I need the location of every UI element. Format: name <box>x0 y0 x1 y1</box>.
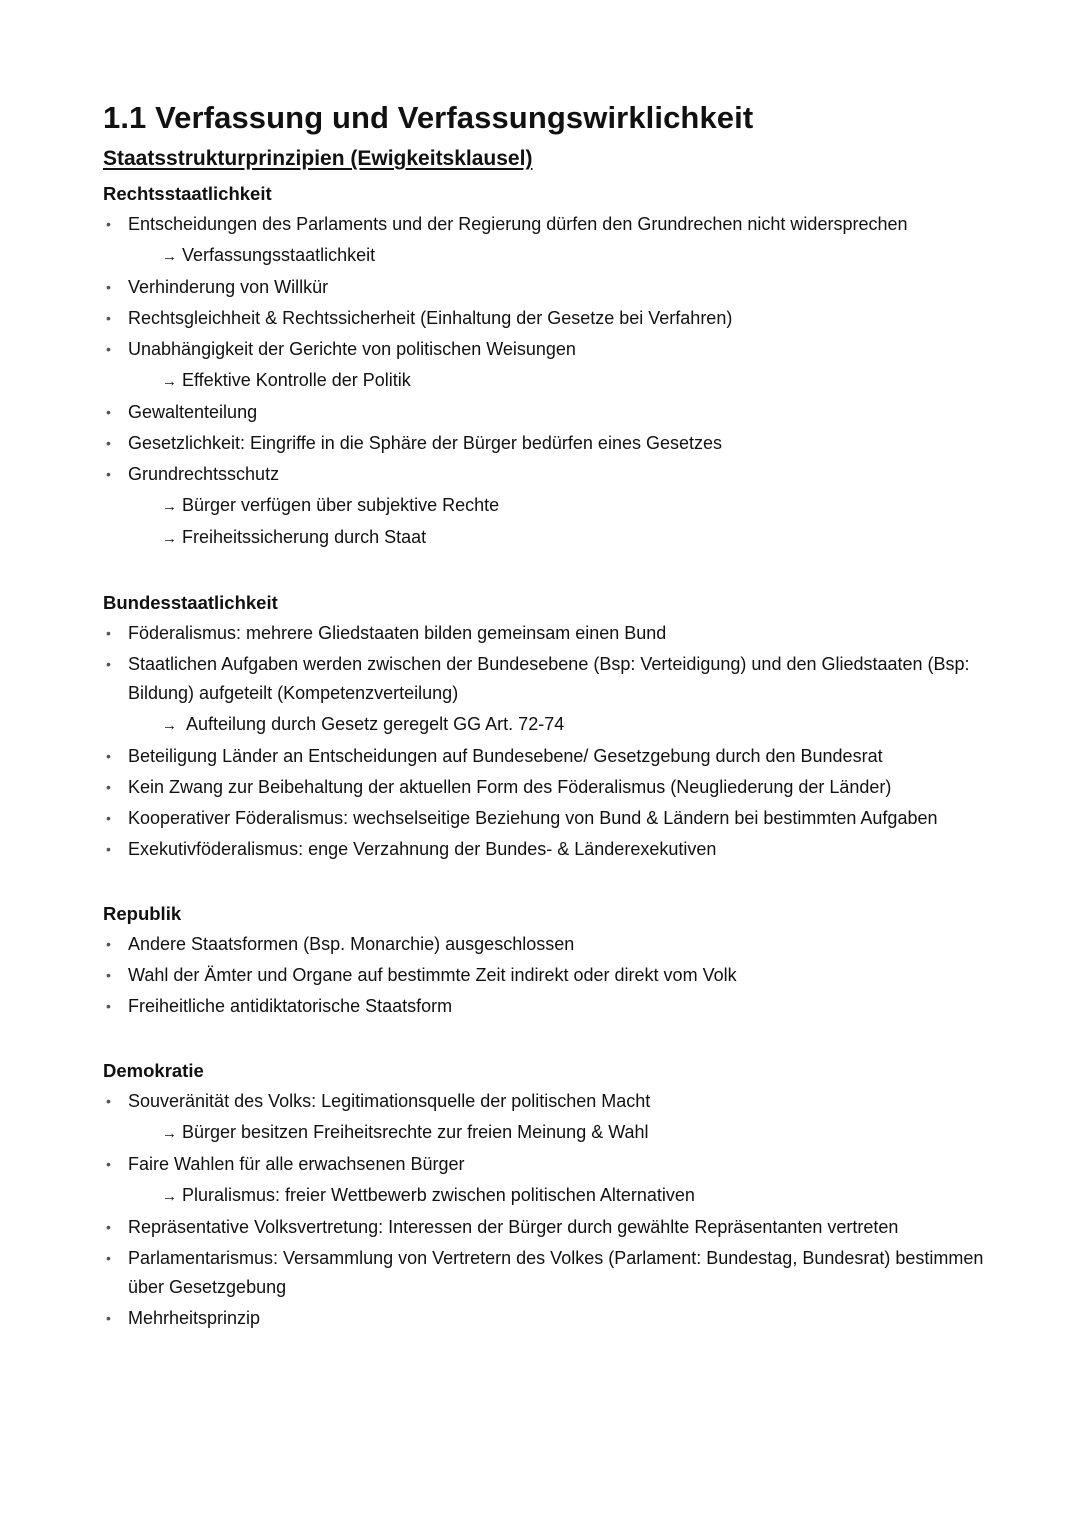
bullet-list <box>103 209 1003 554</box>
bullet-list <box>103 929 1003 1022</box>
bullet-icon: • <box>106 936 111 952</box>
list-item-text: Beteiligung Länder an Entscheidungen auf Bundesebene/ Gesetzgebung durch den Bundesrat <box>128 746 883 766</box>
sub-item-text: Freiheitssicherung durch Staat <box>182 527 427 547</box>
bullet-list <box>103 1086 1003 1334</box>
bullet-icon: • <box>106 216 111 232</box>
section-heading: Demokratie <box>103 1060 204 1081</box>
sub-item <box>103 1180 1003 1212</box>
list-item <box>103 803 1003 834</box>
sub-item-text: Bürger verfügen über subjektive Rechte <box>182 495 500 515</box>
list-item <box>103 1149 1003 1180</box>
list-item <box>103 209 1003 240</box>
section-rechtsstaatlichkeit <box>103 178 1003 554</box>
list-item <box>103 1303 1003 1334</box>
sub-item-text: Bürger besitzen Freiheitsrechte zur freien Meinung & Wahl <box>182 1122 649 1142</box>
list-item-text: Kooperativer Föderalismus: wechselseitige Beziehung von Bund & Ländern bei bestimmten Aufgaben <box>128 808 938 828</box>
section-republik <box>103 898 1003 1022</box>
list-item-text: Parlamentarismus: Versammlung von Vertretern des Volkes (Parlament: Bundestag, Bundesrat) bestimmen über Gesetzgebung <box>128 1248 984 1297</box>
bullet-icon: • <box>106 625 111 641</box>
bullet-icon: • <box>106 810 111 826</box>
bullet-icon: • <box>106 310 111 326</box>
list-item-text: Rechtsgleichheit & Rechtssicherheit (Einhaltung der Gesetze bei Verfahren) <box>128 308 733 328</box>
document-page <box>103 96 1003 1334</box>
list-item <box>103 1212 1003 1243</box>
list-item-text: Unabhängigkeit der Gerichte von politischen Weisungen <box>128 339 576 359</box>
arrow-right-icon: → <box>162 373 177 390</box>
list-item <box>103 834 1003 865</box>
section-heading: Republik <box>103 903 182 924</box>
bullet-icon: • <box>106 1250 111 1266</box>
list-item <box>103 929 1003 960</box>
section-demokratie <box>103 1055 1003 1334</box>
sub-item-text: Verfassungsstaatlichkeit <box>182 245 376 265</box>
bullet-icon: • <box>106 1219 111 1235</box>
list-item <box>103 618 1003 649</box>
sub-item-text: Aufteilung durch Gesetz geregelt GG Art. 72-74 <box>182 714 565 734</box>
sections-container <box>103 178 1003 1334</box>
bullet-icon: • <box>106 1093 111 1109</box>
list-item-text: Wahl der Ämter und Organe auf bestimmte Zeit indirekt oder direkt vom Volk <box>128 965 737 985</box>
list-item-text: Andere Staatsformen (Bsp. Monarchie) ausgeschlossen <box>128 934 575 954</box>
bullet-icon: • <box>106 841 111 857</box>
arrow-right-icon: → <box>162 530 177 547</box>
sub-item-text: Pluralismus: freier Wettbewerb zwischen politischen Alternativen <box>182 1185 695 1205</box>
list-item <box>103 397 1003 428</box>
list-item-text: Staatlichen Aufgaben werden zwischen der Bundesebene (Bsp: Verteidigung) und den Gliedstaaten (Bsp: Bildung) aufgeteilt (Kompetenzverteilung) <box>128 654 970 703</box>
sub-item <box>103 522 1003 554</box>
arrow-right-icon: → <box>162 248 177 265</box>
bullet-icon: • <box>106 998 111 1014</box>
list-item-text: Entscheidungen des Parlaments und der Regierung dürfen den Grundrechen nicht widersprechen <box>128 214 908 234</box>
list-item <box>103 272 1003 303</box>
page-title: 1.1 Verfassung und Verfassungswirklichkeit <box>103 100 754 135</box>
list-item <box>103 772 1003 803</box>
list-item-text: Verhinderung von Willkür <box>128 277 329 297</box>
bullet-icon: • <box>106 435 111 451</box>
list-item <box>103 741 1003 772</box>
section-heading: Bundesstaatlichkeit <box>103 592 278 613</box>
bullet-list <box>103 618 1003 865</box>
section-heading: Rechtsstaatlichkeit <box>103 183 272 204</box>
list-item-text: Gesetzlichkeit: Eingriffe in die Sphäre der Bürger bedürfen eines Gesetzes <box>128 433 722 453</box>
bullet-icon: • <box>106 404 111 420</box>
section-bundesstaatlichkeit <box>103 587 1003 865</box>
list-item-text: Freiheitliche antidiktatorische Staatsform <box>128 996 453 1016</box>
sub-item <box>103 240 1003 272</box>
bullet-icon: • <box>106 279 111 295</box>
list-item <box>103 991 1003 1022</box>
list-item <box>103 1243 1003 1303</box>
arrow-right-icon: → <box>162 1125 177 1142</box>
list-item-text: Grundrechtsschutz <box>128 464 280 484</box>
list-item-text: Souveränität des Volks: Legitimationsquelle der politischen Macht <box>128 1091 651 1111</box>
bullet-icon: • <box>106 1156 111 1172</box>
list-item <box>103 303 1003 334</box>
bullet-icon: • <box>106 779 111 795</box>
list-item <box>103 428 1003 459</box>
arrow-right-icon: → <box>162 717 177 734</box>
bullet-icon: • <box>106 466 111 482</box>
sub-item <box>103 1117 1003 1149</box>
list-item <box>103 1086 1003 1117</box>
sub-item <box>103 709 1003 741</box>
list-item-text: Exekutivföderalismus: enge Verzahnung der Bundes- & Länderexekutiven <box>128 839 717 859</box>
bullet-icon: • <box>106 656 111 672</box>
page-subtitle: Staatsstrukturprinzipien (Ewigkeitsklausel) <box>103 147 533 170</box>
sub-item <box>103 490 1003 522</box>
list-item-text: Repräsentative Volksvertretung: Interessen der Bürger durch gewählte Repräsentanten vertreten <box>128 1217 899 1237</box>
bullet-icon: • <box>106 967 111 983</box>
list-item <box>103 960 1003 991</box>
list-item-text: Föderalismus: mehrere Gliedstaaten bilden gemeinsam einen Bund <box>128 623 667 643</box>
list-item-text: Faire Wahlen für alle erwachsenen Bürger <box>128 1154 465 1174</box>
list-item <box>103 459 1003 490</box>
list-item-text: Kein Zwang zur Beibehaltung der aktuellen Form des Föderalismus (Neugliederung der Länder) <box>128 777 892 797</box>
list-item <box>103 649 1003 709</box>
sub-item-text: Effektive Kontrolle der Politik <box>182 370 411 390</box>
bullet-icon: • <box>106 341 111 357</box>
sub-item <box>103 365 1003 397</box>
bullet-icon: • <box>106 1310 111 1326</box>
list-item-text: Gewaltenteilung <box>128 402 258 422</box>
arrow-right-icon: → <box>162 1188 177 1205</box>
list-item <box>103 334 1003 365</box>
arrow-right-icon: → <box>162 498 177 515</box>
list-item-text: Mehrheitsprinzip <box>128 1308 261 1328</box>
bullet-icon: • <box>106 748 111 764</box>
